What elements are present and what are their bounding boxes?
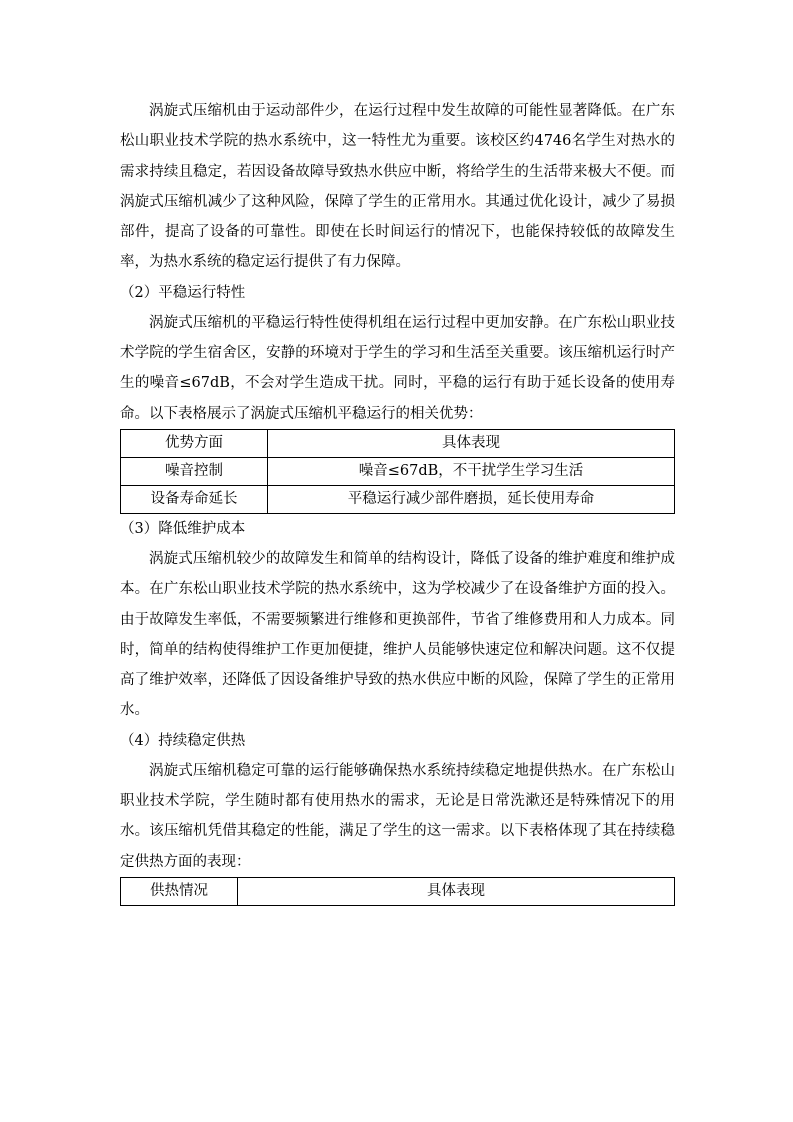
paragraph-reliability: 涡旋式压缩机由于运动部件少，在运行过程中发生故障的可能性显著降低。在广东松山职业技术学院的热水系统中，这一特性尤为重要。该校区约4746名学生对热水的需求持续且稳定，若因设备故障导致热水供应中断，将给学生的生活带来极大不便。而涡旋式压缩机减少了这种风险，保障了学生的正常用水。其通过优化设计，减少了易损部件，提高了设备的可靠性。即使在长时间运行的情况下，也能保持较低的故障发生率，为热水系统的稳定运行提供了有力保障。: [120, 103, 675, 271]
paragraph-maintenance-cost: 涡旋式压缩机较少的故障发生和简单的结构设计，降低了设备的维护难度和维护成本。在广东松山职业技术学院的热水系统中，这为学校减少了在设备维护方面的投入。由于故障发生率低，不需要频繁进行维修和更换部件，节省了维修费用和人力成本。同时，简单的结构使得维护工作更加便捷，维护人员能够快速定位和解决问题。这不仅提高了维护效率，还降低了因设备维护导致的热水供应中断的风险，保障了学生的正常用水。: [120, 550, 675, 719]
table-header-cell: 具体表现: [238, 877, 675, 905]
heading-stable-heating: （4）持续稳定供热: [120, 732, 246, 749]
table-row: [121, 485, 675, 513]
table-cell: 噪音≤67dB，不干扰学生学习生活: [268, 457, 675, 485]
table-header-cell: 优势方面: [121, 429, 268, 457]
table-header-row: [121, 877, 675, 905]
heading-smooth-operation: （2）平稳运行特性: [120, 284, 246, 301]
heading-maintenance-cost: （3）降低维护成本: [120, 520, 246, 537]
table-header-cell: 具体表现: [268, 429, 675, 457]
table-cell: 设备寿命延长: [121, 485, 268, 513]
paragraph-smooth-operation: 涡旋式压缩机的平稳运行特性使得机组在运行过程中更加安静。在广东松山职业技术学院的学生宿舍区，安静的环境对于学生的学习和生活至关重要。该压缩机运行时产生的噪音≤67dB，不会对学生造成干扰。同时，平稳的运行有助于延长设备的使用寿命。以下表格展示了涡旋式压缩机平稳运行的相关优势：: [120, 314, 675, 422]
document-page: [120, 96, 675, 906]
table-cell: 平稳运行减少部件磨损，延长使用寿命: [268, 485, 675, 513]
table-header-cell: 供热情况: [121, 877, 238, 905]
table-header-row: [121, 429, 675, 457]
heating-table: [120, 877, 675, 906]
advantages-table: [120, 429, 675, 514]
table-cell: 噪音控制: [121, 457, 268, 485]
table-row: [121, 457, 675, 485]
paragraph-stable-heating: 涡旋式压缩机稳定可靠的运行能够确保热水系统持续稳定地提供热水。在广东松山职业技术学院，学生随时都有使用热水的需求，无论是日常洗漱还是特殊情况下的用水。该压缩机凭借其稳定的性能，满足了学生的这一需求。以下表格体现了其在持续稳定供热方面的表现：: [120, 762, 675, 870]
